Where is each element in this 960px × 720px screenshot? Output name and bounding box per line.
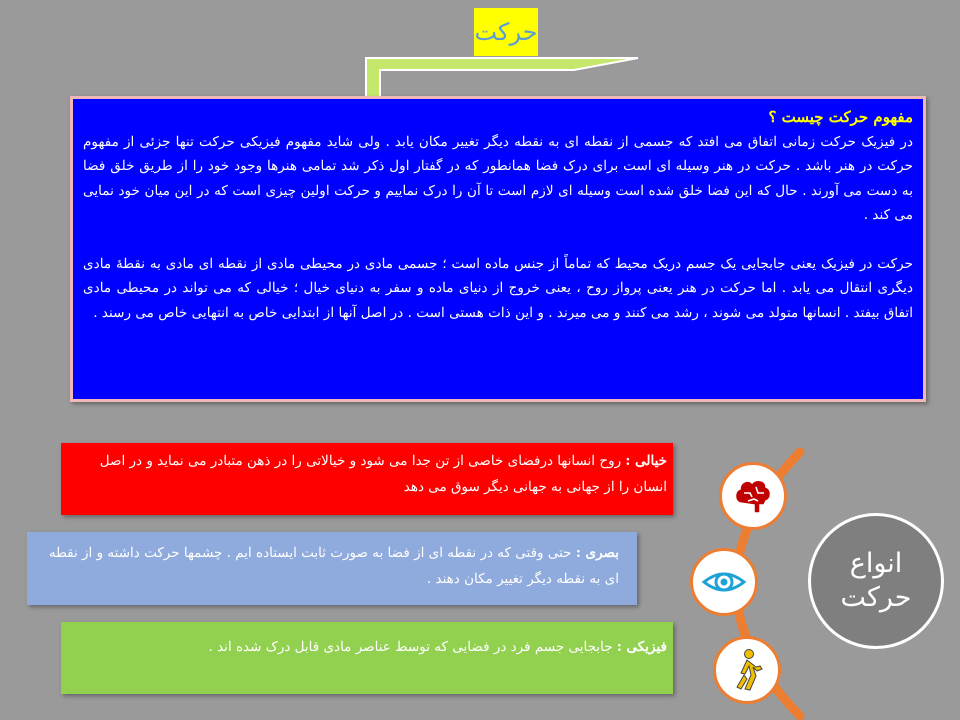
brain-icon xyxy=(719,462,787,530)
types-circle-line-1: انواع xyxy=(849,548,903,579)
visual-description: حتی وقتی که در نقطه ای از فضا به صورت ثابت ایستاده ایم . چشمها حرکت داشته و از نقطه ای به نقطه دیگر تغییر مکان دهند . xyxy=(48,545,619,587)
physical-term: فیزیکی : xyxy=(616,639,667,655)
definition-paragraph-2: حرکت در فیزیک یعنی جابجایی یک جسم دریک محیط که تماماً از جنس ماده است ؛ جسمی مادی در محیطی مادی از نقطه ای مادی به نقطهٔ مادی دیگری انتقال می یابد . اما حرکت در هنر یعنی پرواز روح ، یعنی خروج از دنیای ماده و سفر به دنیای خیال ؛ خیالی که می تواند در محیطی مادی اتفاق بیفتد . انسانها متولد می شوند ، رشد می کنند و می میرند . و این ذات هستی است . در اصل آنها از ابتدایی خاص به انتهایی خاص می رسند . xyxy=(83,255,913,321)
types-circle-line-2: حرکت xyxy=(840,582,912,613)
slide-title-tab: حرکت xyxy=(474,8,538,56)
physical-description: جابجایی جسم فرد در فضایی که توسط عناصر مادی قابل درک شده اند . xyxy=(208,639,613,655)
visual-term: بصری : xyxy=(575,545,619,561)
walking-person-icon xyxy=(713,636,781,704)
motion-types-circle xyxy=(808,513,944,649)
imaginary-description: روح انسانها درفضای خاصی از تن جدا می شود و خیالاتی را در ذهن متبادر می نماید و در اصل انسان را از جهانی به جهانی دیگر سوق می دهد xyxy=(99,453,667,495)
definition-paragraph-1: در فیزیک حرکت زمانی اتفاق می افتد که جسمی از نقطه ای به نقطه دیگر تغییر مکان یابد . ولی شاید مفهوم فیزیکی حرکت تنها جزئی از مفهوم حرکت در هنر باشد . حرکت در هنر وسیله ای است برای درک فضا همانطور که در گفتار اول ذکر شد تمامی هنرها وجود خود را از طریق خلق فضا به دست می آورند . حال که این فضا خلق شده است وسیله ای لازم است تا آن را درک نماییم و حرکت اولین چیزی است که در این میان خود نمایی می کند . xyxy=(83,133,913,223)
eye-icon xyxy=(690,548,758,616)
definition-heading: مفهوم حرکت چیست ؟ xyxy=(768,108,913,126)
imaginary-term: خیالی : xyxy=(625,453,667,469)
